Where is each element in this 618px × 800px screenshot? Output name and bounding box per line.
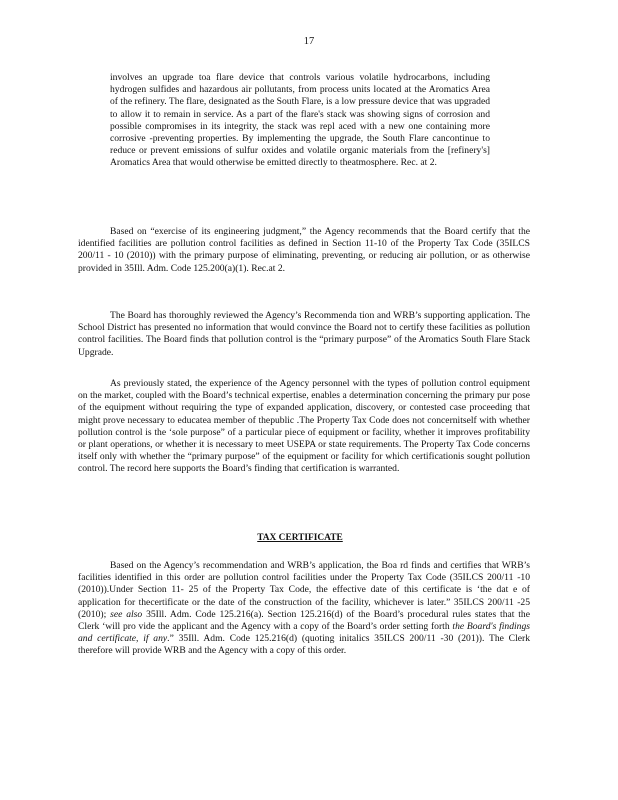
page-number: 17: [303, 36, 315, 47]
paragraph-agency-recommendation: Based on “exercise of its engineering judgment,” the Agency recommends that the Board certify that the identified facilities are pollution control facilities as defined in Section 11-10 of the Property Tax Code (35ILCS 200/11 - 10 (2010)) with the primary purpose of eliminating, preventing, or reducing air pollution, or as otherwise provided in 35Ill. Adm. Code 125.200(a)(1). Rec.at 2.: [78, 226, 530, 274]
paragraph-tax-certificate: [78, 560, 530, 658]
italic-quoted-phrase: the Board's findings and certificate, if any: [78, 621, 531, 645]
certificate-text-part-3: .” 35Ill. Adm. Code 125.216(d) (quoting initalics 35ILCS 200/11 -30 (201)). The Clerk therefore will provide WRB and the Agency with a copy of this order.: [78, 633, 530, 657]
certificate-text-part-1: Based on the Agency’s recommendation and WRB’s application, the Boa rd finds and certifies that WRB’s facilities identified in this order are pollution control facilities under the Property Tax Code (35ILCS 200/11 -10 (2010)).Under Section 11- 25 of the Property Tax Code, the effective date of this certificate is ‘the dat e of application for thecertificate or the date of the construction of the facility, whichever is later.” 35ILCS 200/11 -25 (2010);: [78, 560, 530, 620]
section-heading-text: TAX CERTIFICATE: [257, 533, 343, 543]
block-quote: involves an upgrade toa flare device that controls various volatile hydrocarbons, including hydrogen sulfides and hazardous air pollutants, from process units located at the Aromatics Area of the refinery. The flare, designated as the South Flare, is a low pressure device that was upgraded to allow it to remain in service. As a part of the flare's stack was showing signs of corrosion and possible compromises in its integrity, the stack was repl aced with a new one containing more corrosive -preventing properties. By implementing the upgrade, the South Flare cancontinue to reduce or prevent emissions of sulfur oxides and volatile organic materials from the [refinery's] Aromatics Area that would otherwise be emitted directly to theatmosphere. Rec. at 2.: [110, 72, 490, 169]
section-heading: [0, 533, 618, 543]
paragraph-board-review: The Board has thoroughly reviewed the Agency’s Recommenda tion and WRB’s supporting application. The School District has presented no information that would convince the Board not to certify these facilities as pollution control facilities. The Board finds that pollution control is the “primary purpose” of the Aromatics South Flare Stack Upgrade.: [78, 310, 530, 358]
paragraph-primary-purpose: As previously stated, the experience of the Agency personnel with the types of pollution control equipment on the market, coupled with the Board’s technical expertise, enables a determination concerning the primary pur pose of the equipment without requiring the type of expanded application, discovery, or contested case proceeding that might prove necessary to educatea member of thepublic .The Property Tax Code does not concernitself with whether pollution control is the ‘sole purpose” of a particular piece of equipment or facility, whether it improves profitability or plant operations, or whether it is necessary to meet USEPA or state requirements. The Property Tax Code concerns itself only with whether the “primary purpose” of the equipment or facility for which certificationis sought pollution control. The record here supports the Board’s finding that certification is warranted.: [78, 378, 530, 475]
certificate-text-part-2: 35Ill. Adm. Code 125.216(a). Section 125.216(d) of the Board’s procedural rules states that the Clerk ‘will pro vide the applicant and the Agency with a copy of the Board’s order setting forth: [78, 608, 530, 633]
see-also-signal: see also: [110, 608, 143, 620]
